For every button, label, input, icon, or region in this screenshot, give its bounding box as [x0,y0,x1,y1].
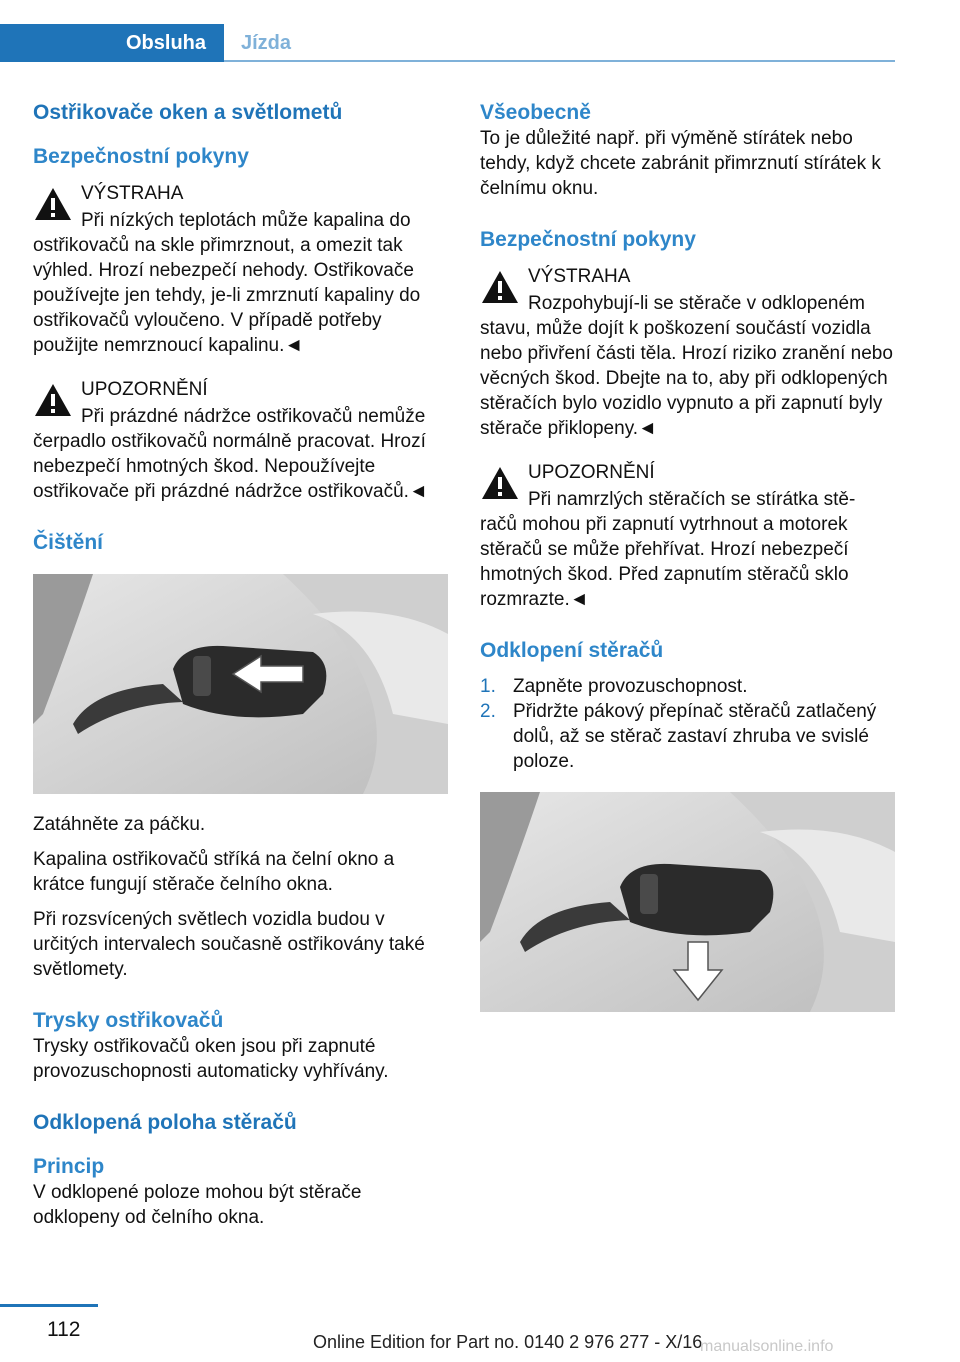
notice-text: čerpadlo ostřikovačů normálně pracovat. Hrozí nebezpečí hmotných škod. Nepoužívejte ostřikovače při prázdné nádržce ostřikovačů.◄ [33,431,428,502]
notice-text: račů mohou při zapnutí vytrhnout a motorek stěračů se může přehřívat. Hrozí nebezpečí hmotných škod. Před zapnutím stěračů sklo rozmrazte.◄ [480,514,849,610]
tab-obsluha[interactable]: Obsluha [0,24,224,62]
chapter-tabs [0,24,895,62]
warning-triangle-icon [480,465,520,501]
subtitle-safety: Bezpečnostní pokyny [33,145,249,168]
warning-triangle-icon [33,186,73,222]
step-text: Přidržte pákový přepínač stěračů zatlačený dolů, až se stěrač zastaví zhruba ve svislé poloze. [513,701,877,772]
paragraph-nozzles: Trysky ostřikovačů oken jsou při zapnuté provozuschopnosti automaticky vyhřívány. [33,1036,389,1082]
notice-title: UPOZORNĚNÍ [528,462,655,483]
paragraph-fluid-spray: Kapalina ostřikovačů stříká na čelní okno a krátce fungují stěrače čelního okna. [33,849,395,895]
tab-jizda[interactable]: Jízda [241,31,292,54]
warning-box [33,180,448,358]
subtitle-nozzles: Trysky ostřikovačů [33,1009,224,1032]
notice-box [33,376,448,504]
subtitle-principle: Princip [33,1155,105,1178]
warning-title: VÝSTRAHA [528,266,631,287]
warning-box-right [480,263,895,441]
warning-text-first: Rozpohybují-li se stěrače v odklopeném [528,293,865,314]
step-number: 2. [480,701,496,722]
right-column [480,100,895,1012]
section-title-folded-position: Odklopená poloha stěračů [33,1111,297,1134]
step-text: Zapněte provozuschopnost. [513,676,748,697]
paragraph-headlights: Při rozsvícených světlech vozidla budou v určitých intervalech současně ostřikovány také světlomety. [33,909,425,980]
photo-wiper-lever-pull [33,574,448,794]
section-title-washers: Ostřikovače oken a světlometů [33,101,343,124]
watermark: manualsonline.info [700,1338,834,1355]
paragraph-pull-lever: Zatáhněte za páčku. [33,814,206,835]
page-number: 112 [47,1318,81,1341]
warning-text: ostřikovačů na skle přimrznout, a omezit tak výhled. Hrozí nebezpečí nehody. Ostřikovače používejte jen tehdy, je-li zmrznutí kapaliny do ostřikovačů vyloučeno. V případě potřeby použijte nemrznoucí kapalinu.◄ [33,235,421,356]
warning-title: VÝSTRAHA [81,183,184,204]
list-item [480,699,895,774]
subtitle-cleaning: Čištění [33,531,104,554]
warning-text: stavu, může dojít k poškození součástí vozidla nebo přivření části těla. Hrozí riziko zranění nebo věcných škod. Dbejte na to, aby při odklopených stěračích bylo vozidlo vypnuto a při zapnutí byly stěrače přiklopeny.◄ [480,318,893,439]
tab-underline [224,60,895,62]
paragraph-principle: V odklopené poloze mohou být stěrače odklopeny od čelního okna. [33,1182,362,1228]
subtitle-general: Všeobecně [480,101,591,124]
footer-divider [0,1304,98,1307]
notice-title: UPOZORNĚNÍ [81,379,208,400]
warning-triangle-icon [480,269,520,305]
notice-text-first: Při namrzlých stěračích se stírátka stě- [528,489,856,510]
steps-list [480,674,895,774]
photo-wiper-lever-down [480,792,895,1012]
list-item [480,674,895,699]
warning-triangle-icon [33,382,73,418]
left-column [33,100,448,1230]
notice-box-right [480,459,895,612]
notice-text-first: Při prázdné nádržce ostřikovačů nemůže [81,406,426,427]
subtitle-folding-wipers: Odklopení stěračů [480,639,664,662]
step-number: 1. [480,676,496,697]
subtitle-safety-right: Bezpečnostní pokyny [480,228,696,251]
paragraph-general: To je důležité např. při výměně stírátek nebo tehdy, když chcete zabránit přimrznutí stírátek k čelnímu oknu. [480,128,881,199]
edition-text: Online Edition for Part no. 0140 2 976 277 - X/16 [313,1332,703,1352]
warning-text-first: Při nízkých teplotách může kapalina do [81,210,411,231]
